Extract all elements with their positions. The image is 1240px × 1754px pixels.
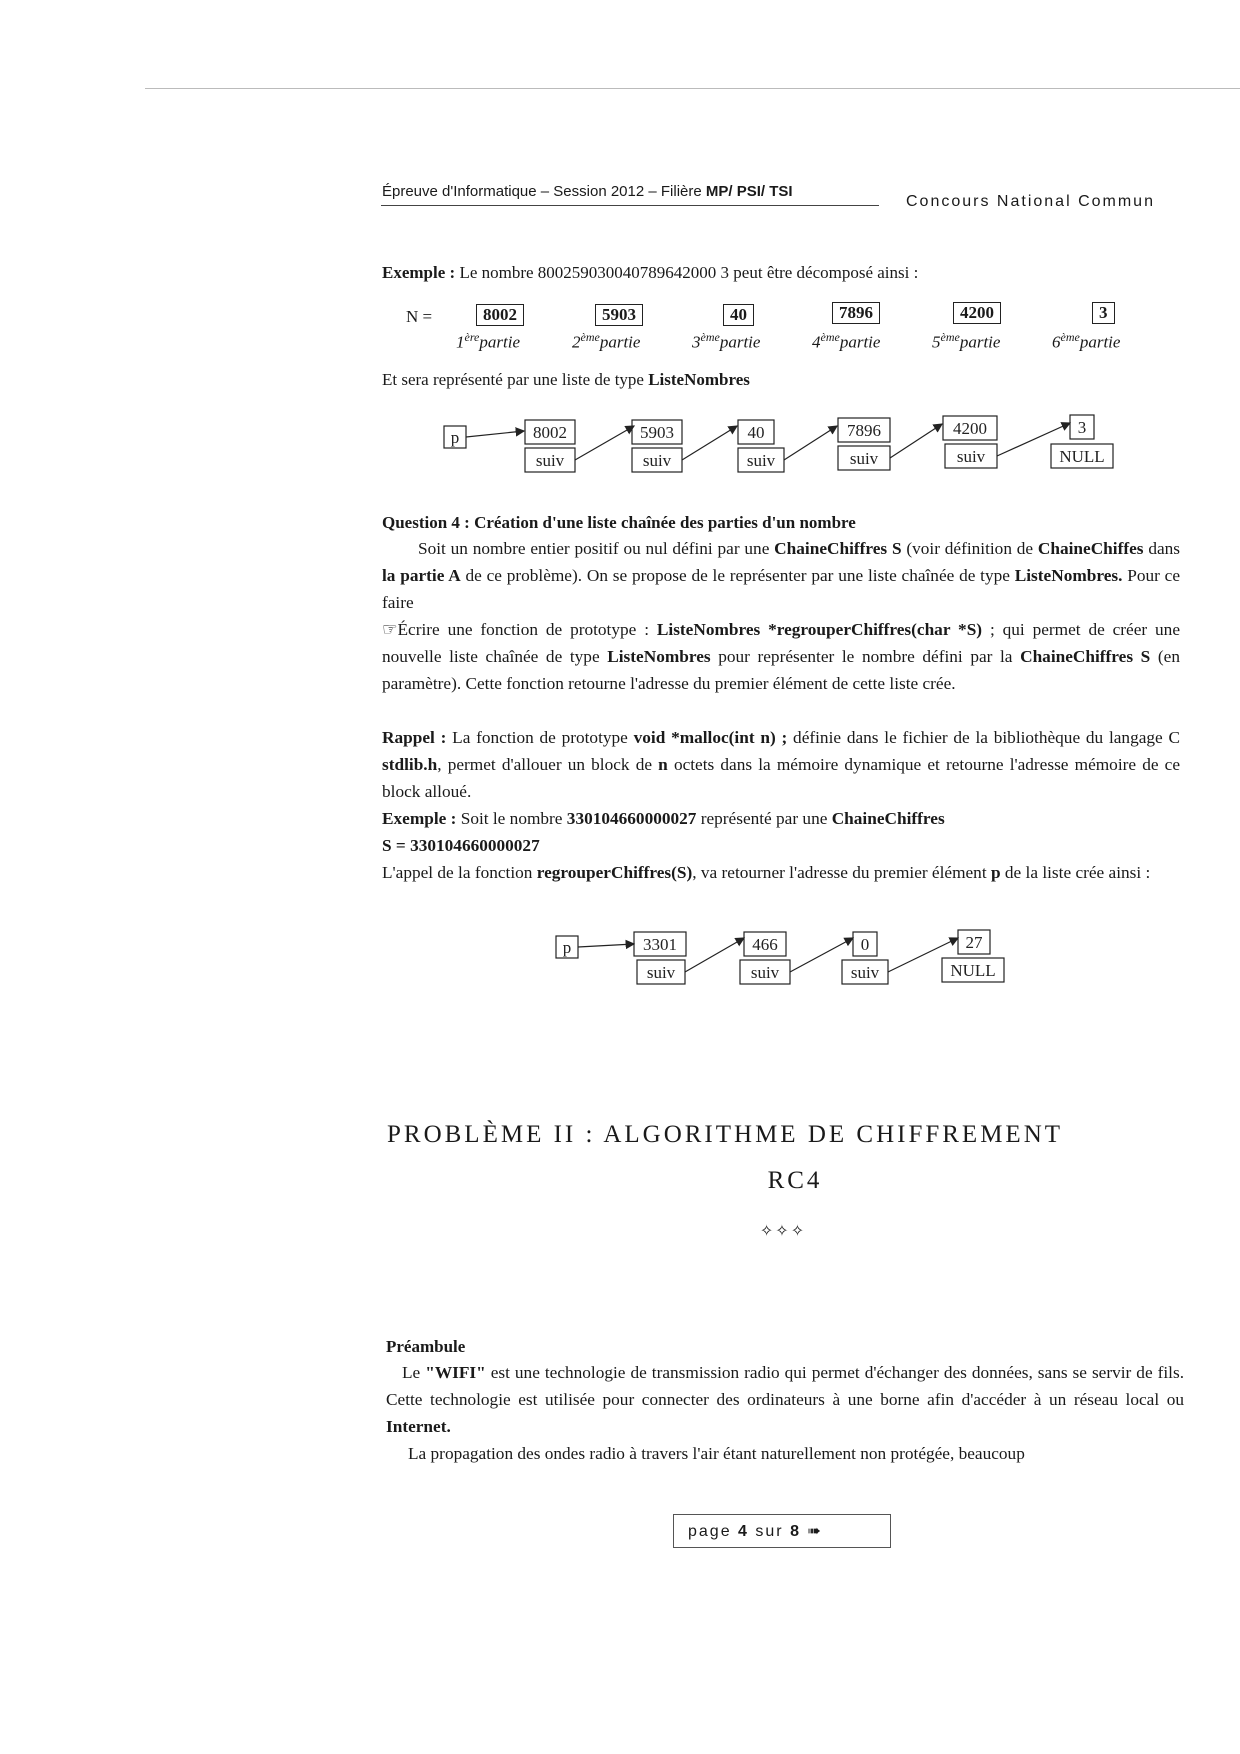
part-box: 40 xyxy=(723,304,754,326)
node-next: suiv xyxy=(850,963,880,982)
part-label: 4èmepartie xyxy=(812,330,881,352)
problem-2-title: PROBLÈME II : ALGORITHME DE CHIFFREMENT xyxy=(387,1121,1064,1148)
null-label: NULL xyxy=(1059,447,1105,466)
rappel-paragraph: Rappel : La fonction de prototype void *malloc(int n) ; définie dans le fichier de la bibliothèque du langage C stdlib.h, permet d'allouer un block de n octets dans la mémoire dynamique et retourne l'adresse mémoire de ce block alloué. xyxy=(382,728,1180,801)
pointer-label: p xyxy=(562,938,572,957)
part-box: 8002 xyxy=(476,304,524,326)
page-indicator xyxy=(673,1514,891,1548)
question-4-title-text: Question 4 : Création d'une liste chaînée des parties d'un nombre xyxy=(382,513,856,532)
node-value: 0 xyxy=(860,935,870,954)
node-next: suiv xyxy=(849,449,879,468)
node-value: 3 xyxy=(1077,418,1087,437)
header-streams: MP/ PSI/ TSI xyxy=(705,183,793,200)
part-box: 7896 xyxy=(832,302,880,324)
part-box: 5903 xyxy=(595,304,643,326)
pointing-hand-icon: ☞ xyxy=(382,620,398,639)
part-box: 3 xyxy=(1092,302,1115,324)
ornament-stars: ✧✧✧ xyxy=(759,1223,807,1240)
node-value: 4200 xyxy=(953,419,987,438)
part-box: 4200 xyxy=(953,302,1001,324)
null-label: NULL xyxy=(950,961,996,980)
n-label: N = xyxy=(406,307,433,326)
example-2-paragraph: Exemple : Soit le nombre 330104660000027 représenté par une ChaineChiffres xyxy=(382,809,945,828)
call-paragraph: L'appel de la fonction regrouperChiffres(S), va retourner l'adresse du premier élément p de la liste crée ainsi : xyxy=(382,863,1151,882)
node-value: 3301 xyxy=(643,935,677,954)
node-value: 8002 xyxy=(533,423,567,442)
node-next: suiv xyxy=(646,963,676,982)
represented-type: ListeNombres xyxy=(648,370,750,389)
preambule-title-text: Préambule xyxy=(386,1337,466,1356)
pointer-label: p xyxy=(450,428,460,447)
part-label: 2èmepartie xyxy=(572,330,641,352)
question-4-paragraph-2: ☞Écrire une fonction de prototype : ListeNombres *regrouperChiffres(char *S) ; qui permet de créer une nouvelle liste chaînée de type ListeNombres pour représenter le nombre défini par la ChaineChiffres S (en paramètre). Cette fonction retourne l'adresse du premier élément de cette liste crée. xyxy=(382,620,1180,693)
next-page-arrow-icon: ➠ xyxy=(807,1523,823,1540)
problem-2-subtitle: RC4 xyxy=(767,1167,823,1194)
question-4-title xyxy=(382,509,856,536)
node-next: suiv xyxy=(642,451,672,470)
part-label: 6èmepartie xyxy=(1052,330,1121,352)
linked-list-diagram-1 xyxy=(0,0,1240,500)
node-next: suiv xyxy=(746,451,776,470)
preambule-title xyxy=(386,1333,465,1360)
example-1-label: Exemple : xyxy=(382,263,456,282)
represented-text: Et sera représenté par une liste de type xyxy=(382,370,649,389)
node-value: 7896 xyxy=(847,421,881,440)
node-value: 5903 xyxy=(640,423,674,442)
node-value: 27 xyxy=(965,933,983,952)
preambule-paragraph-2: La propagation des ondes radio à travers l'air étant naturellement non protégée, beaucoup xyxy=(408,1444,1025,1463)
node-next: suiv xyxy=(750,963,780,982)
part-label: 1èrepartie xyxy=(456,330,520,352)
example-1-text: Le nombre 800259030040789642000 3 peut être décomposé ainsi : xyxy=(455,263,919,282)
part-label: 3èmepartie xyxy=(692,330,761,352)
linked-list-diagram-2 xyxy=(0,900,1240,1010)
header-competition: Concours National Commun xyxy=(906,193,1155,210)
page-indicator-text: page 4 sur 8 ➠ xyxy=(688,1523,823,1540)
header-subject: Épreuve d'Informatique – Session 2012 – Filière xyxy=(382,183,706,200)
part-label: 5èmepartie xyxy=(932,330,1001,352)
node-next: suiv xyxy=(535,451,565,470)
example-2-value: S = 330104660000027 xyxy=(382,836,540,855)
node-value: 466 xyxy=(752,935,778,954)
node-next: suiv xyxy=(956,447,986,466)
question-4-paragraph-1: Soit un nombre entier positif ou nul défini par une ChaineChiffres S (voir définition de ChaineChiffes dans la partie A de ce problème). On se propose de le représenter par une liste chaînée de type ListeNombres. Pour ce faire xyxy=(382,539,1180,612)
preambule-paragraph-1: Le "WIFI" est une technologie de transmission radio qui permet d'échanger des données, sans se servir de fils. Cette technologie est utilisée pour connecter des ordinateurs à une borne afin d'accéder à un réseau local ou Internet. xyxy=(386,1363,1185,1436)
node-value: 40 xyxy=(747,423,765,442)
